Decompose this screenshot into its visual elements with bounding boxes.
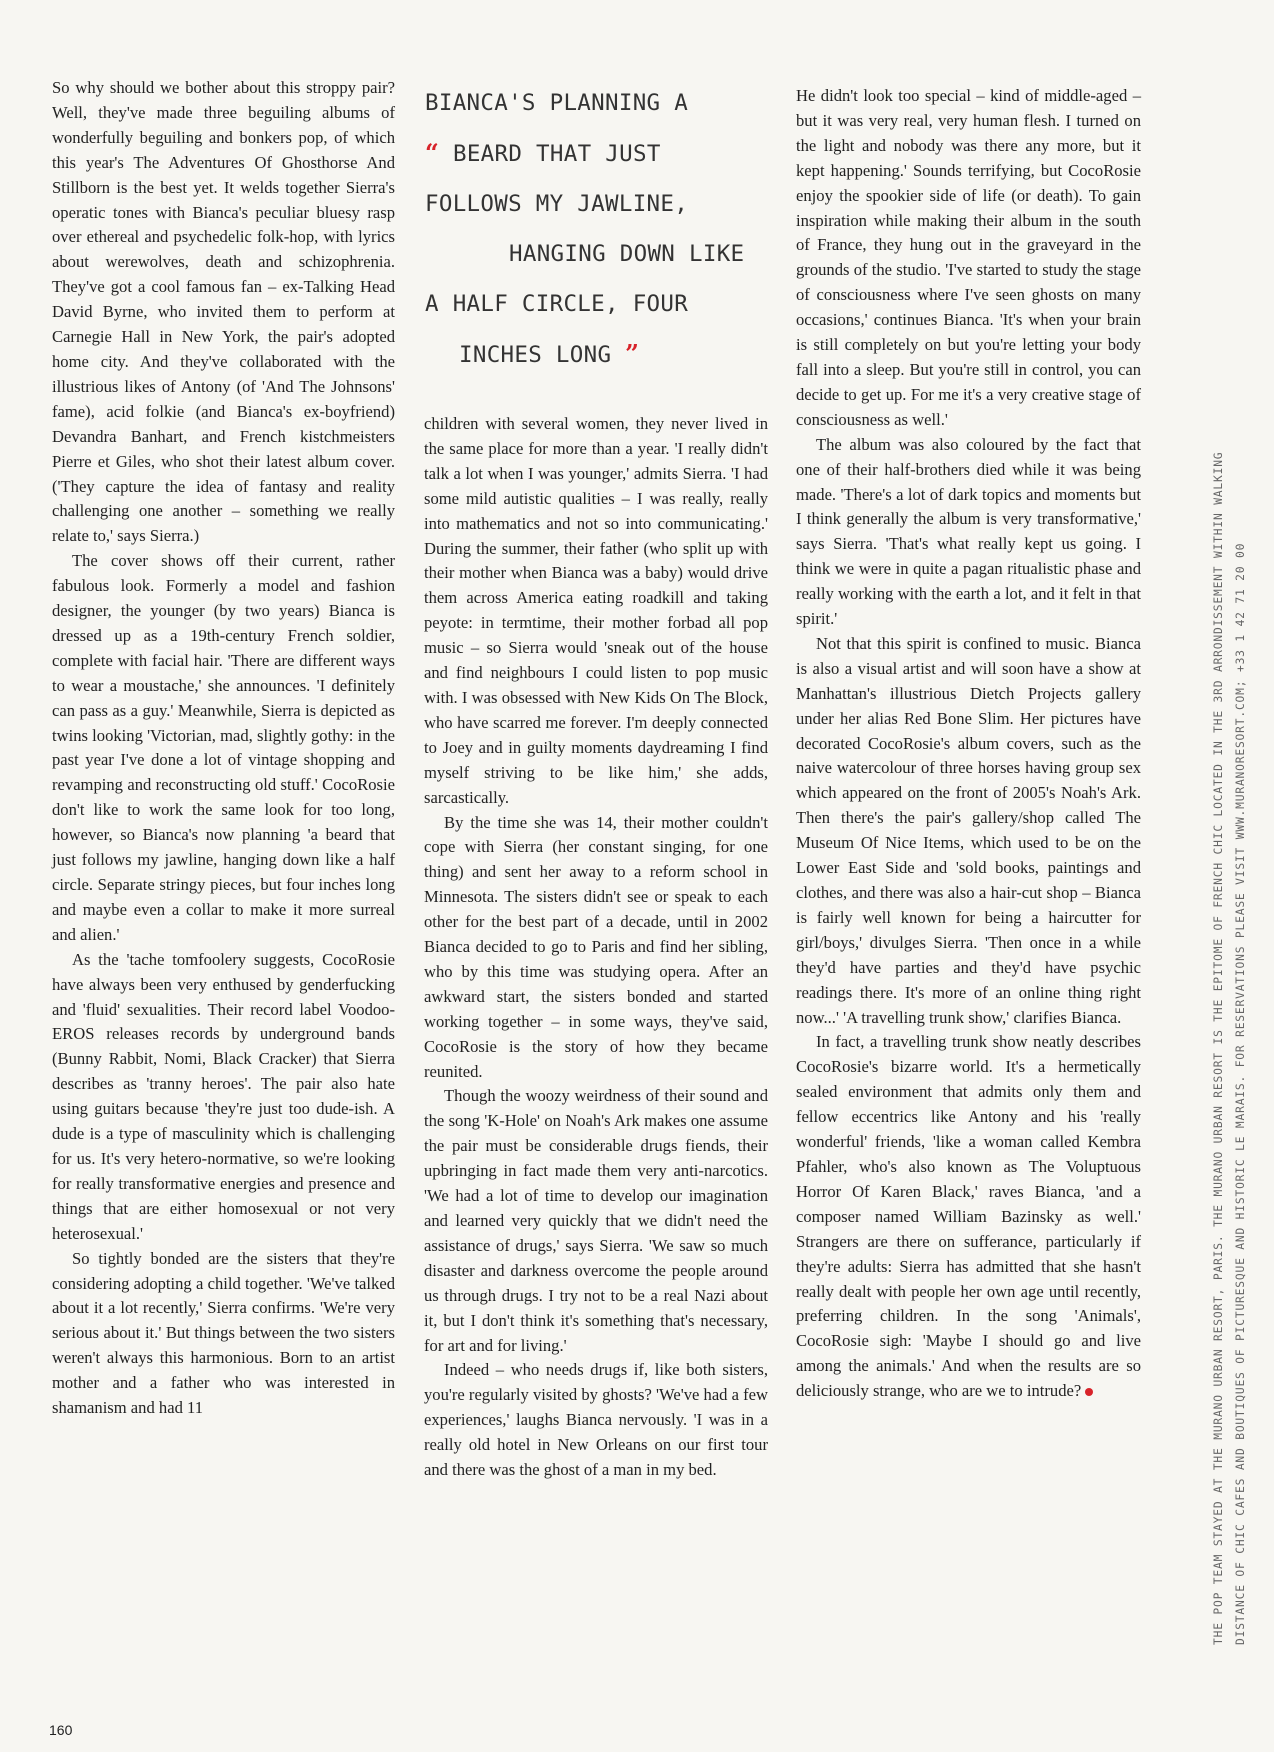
paragraph: The album was also coloured by the fact that one of their half-brothers died while it was being made. 'There's a lot of dark topics and moments but I think generally the album is very transformative,' says Sierra. 'That's what really kept us going. I think we were in quite a pagan ritualistic phase and really working with the earth a lot, and it felt in that spirit.' bbox=[796, 434, 1141, 629]
pull-quote bbox=[425, 78, 775, 380]
article-column-3 bbox=[796, 84, 1141, 1404]
pull-quote-line: “ BEARD THAT JUST bbox=[425, 138, 661, 167]
paragraph: Not that this spirit is confined to music. Bianca is also a visual artist and will soon have a show at Manhattan's illustrious Dietch Projects gallery under her alias Red Bone Slim. Her pictures have decorated CocoRosie's album covers, such as the naive watercolour of three horses having group sex which appeared on the front of 2005's Noah's Ark. Then there's the pair's gallery/shop called The Museum Of Nice Items, which used to be on the Lower East Side and 'sold books, paintings and clothes, and there was also a hair-cut shop – Bianca is fairly well known for being a haircutter for girl/boys,' divulges Sierra. 'Then once in a while they'd have parties and they'd have psychic readings there. It's more of an online thing right now...' 'A travelling trunk show,' clarifies Bianca. bbox=[796, 633, 1141, 1027]
paragraph: So why should we bother about this stroppy pair? Well, they've made three beguiling albums of wonderfully beguiling and bonkers pop, of which this year's The Adventures Of Ghosthorse And Stillborn is the best yet. It welds together Sierra's operatic tones with Bianca's peculiar bluesy rasp over ethereal and psychedelic folk-hop, with lyrics about werewolves, death and schizophrenia. They've got a cool famous fan – ex-Talking Head David Byrne, who invited them to perform at Carnegie Hall in New York, the pair's adopted home city. And they've collaborated with the illustrious likes of Antony (of 'And The Johnsons' fame), acid folkie (and Bianca's ex-boyfriend) Devandra Banhart, and French kistchmeisters Pierre et Giles, who shot their latest album cover. ('They capture the idea of fantasy and reality challenging one another – something we really relate to,' says Sierra.) bbox=[52, 78, 395, 546]
paragraph: So tightly bonded are the sisters that they're considering adopting a child together. 'We've talked about it a lot recently,' Sierra confirms. 'We're very serious about it.' But things between the two sisters weren't always this harmonious. Born to an artist mother and a father who was interested in shamanism and had 11 bbox=[52, 1248, 395, 1418]
paragraph: Indeed – who needs drugs if, like both sisters, you're regularly visited by ghosts? 'We've had a few experiences,' laughs Bianca nervously. 'I was in a really old hotel in New Orleans on our first tour and there was the ghost of a man in my bed. bbox=[424, 1360, 769, 1480]
pull-quote-line: INCHES LONG ” bbox=[459, 339, 640, 368]
pull-quote-line: BIANCA'S PLANNING A bbox=[425, 90, 689, 116]
sidebar-line: THE POP TEAM STAYED AT THE MURANO URBAN RESORT, PARIS. THE MURANO URBAN RESORT IS THE EPITOME OF FRENCH CHIC LOCATED IN THE 3RD ARRONDISSEMENT WITHIN WALKING bbox=[1212, 451, 1225, 1645]
pull-quote-line: HANGING DOWN LIKE bbox=[509, 241, 745, 267]
paragraph: He didn't look too special – kind of middle-aged – but it was very real, very human flesh. I turned on the light and nobody was there any more, but it kept happening.' Sounds terrifying, but CocoRosie enjoy the spookier side of life (or death). To gain inspiration while making their album in the south of France, they hung out in the graveyard in the grounds of the studio. 'I've started to study the stage of consciousness where I've seen ghosts on many occasions,' continues Bianca. 'It's when your brain is still completely on but you're letting your body fall into a sleep. But you're still in control, you can decide to get up. For me it's a very creative stage of consciousness as well.' bbox=[796, 86, 1141, 429]
end-mark-icon bbox=[1085, 1388, 1093, 1396]
sidebar-line: DISTANCE OF CHIC CAFES AND BOUTIQUES OF PICTURESQUE AND HISTORIC LE MARAIS. FOR RESERVATIONS PLEASE VISIT WWW.MURANORESORT.COM; +33 1 42 71 20 00 bbox=[1234, 542, 1247, 1645]
paragraph: Though the woozy weirdness of their sound and the song 'K-Hole' on Noah's Ark makes one assume the pair must be considerable drugs fiends, their upbringing in fact made them very anti-narcotics. 'We had a lot of time to develop our imagination and learned very quickly that we didn't need the assistance of drugs,' says Sierra. 'We saw so much disaster and darkness overcome the people around us through drugs. I try not to be a real Nazi about it, but I don't think it's something that's necessary, for art and for living.' bbox=[424, 1086, 768, 1355]
sidebar-credit bbox=[1208, 85, 1258, 1645]
article-column-2 bbox=[424, 412, 768, 1483]
open-quote-mark: “ bbox=[425, 138, 440, 167]
paragraph: By the time she was 14, their mother couldn't cope with Sierra (her constant singing, for one thing) and sent her away to a reform school in Minnesota. The sisters didn't see or speak to each other for the best part of a decade, until in 2002 Bianca decided to go to Paris and find her sibling, who by this time was studying opera. After an awkward start, the sisters bonded and started working together – in some ways, they've said, CocoRosie is the story of how they became reunited. bbox=[424, 812, 768, 1081]
paragraph: The cover shows off their current, rather fabulous look. Formerly a model and fashion designer, the younger (by two years) Bianca is dressed up as a 19th-century French soldier, complete with facial hair. 'There are different ways to wear a moustache,' she announces. 'I definitely can pass as a guy.' Meanwhile, Sierra is depicted as twins looking 'Victorian, mad, slightly gothy: in the past year I've done a lot of vintage shopping and revamping and reconstructing old stuff.' CocoRosie don't like to work the same look for too long, however, so Bianca's now planning 'a beard that just follows my jawline, hanging down like a half circle. Separate stringy pieces, but four inches long and maybe even a collar to make it more surreal and alien.' bbox=[52, 551, 395, 944]
page-number: 160 bbox=[49, 1722, 73, 1738]
pull-quote-line: A HALF CIRCLE, FOUR bbox=[425, 291, 689, 317]
pull-quote-line: FOLLOWS MY JAWLINE, bbox=[425, 191, 689, 217]
paragraph: As the 'tache tomfoolery suggests, CocoRosie have always been very enthused by genderfucking and 'fluid' sexualities. Their record label Voodoo-EROS releases records by underground bands (Bunny Rabbit, Nomi, Black Cracker) that Sierra describes as 'tranny heroes'. The pair also hate using guitars because 'they're just too dude-ish. A dude is a type of masculinity which is challenging for us. It's very hetero-normative, so we're looking for really transformative energies and presence and things that are either homosexual or not very heterosexual.' bbox=[52, 949, 395, 1243]
close-quote-mark: ” bbox=[625, 339, 640, 368]
article-column-1 bbox=[52, 76, 395, 1421]
paragraph: children with several women, they never lived in the same place for more than a year. 'I really didn't talk a lot when I was younger,' admits Sierra. 'I had some mild autistic qualities – I was really, really into mathematics and not so into communicating.' During the summer, their father (who split up with their mother when Bianca was a baby) would drive them across America eating roadkill and taking peyote: in termtime, their mother forbad all pop music – so Sierra would 'sneak out of the house and find neighbours I could listen to pop music with. I was obsessed with New Kids On The Block, who have scarred me forever. I'm deeply connected to Joey and in guilty moments daydreaming I find myself striving to be like him,' she adds, sarcastically. bbox=[424, 414, 768, 807]
paragraph: In fact, a travelling trunk show neatly describes CocoRosie's bizarre world. It's a hermetically sealed environment that admits only them and fellow eccentrics like Antony and his 'really wonderful' friends, 'like a woman called Kembra Pfahler, who's also known as The Voluptuous Horror Of Karen Black,' raves Bianca, 'and a composer named William Bazinsky as well.' Strangers are there on sufferance, particularly if they're adults: Sierra has admitted that she hasn't really dealt with people her own age until recently, preferring children. In the song 'Animals', CocoRosie sigh: 'Maybe I should go and live among the animals.' And when the results are so deliciously strange, who are we to intrude? bbox=[796, 1032, 1141, 1401]
